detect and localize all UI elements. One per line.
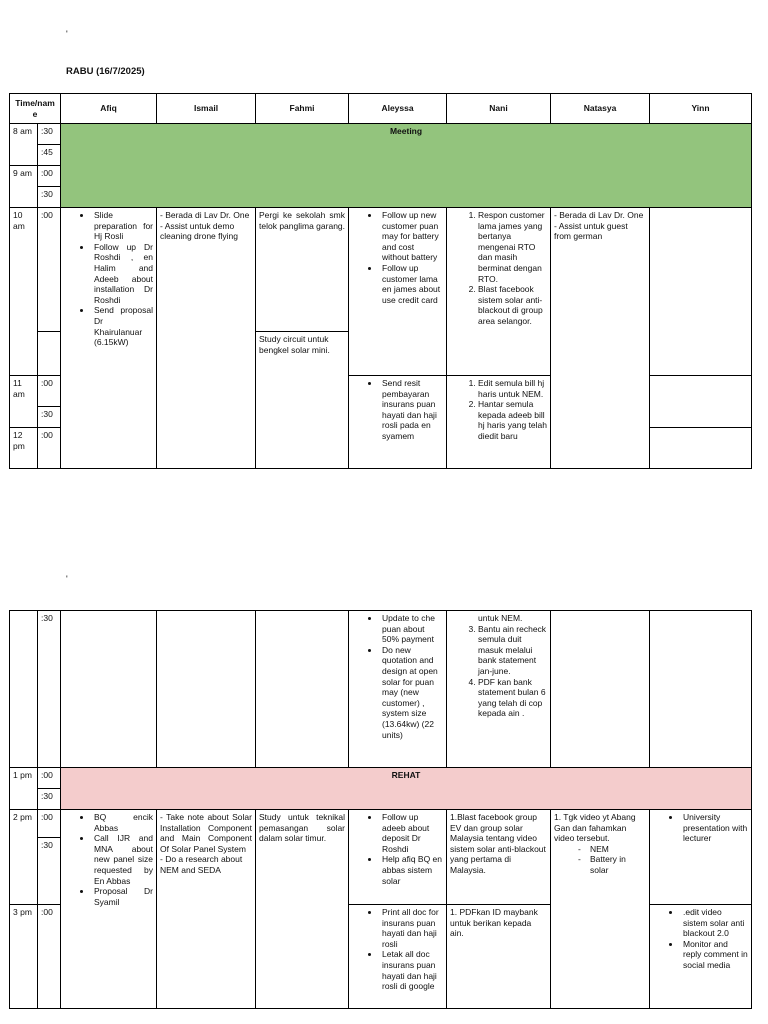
task-item: • University presentation with lecturer [681, 812, 748, 844]
hour-8am: 8 am [10, 124, 38, 166]
cell-aleyssa-11am [349, 376, 447, 469]
cell-yinn-3pm [650, 905, 752, 1009]
minute-cell: :30 [38, 124, 61, 145]
task-item: • Proposal Dr Syamil [92, 886, 153, 907]
cell-yinn-10am [650, 208, 752, 376]
task-item: • Do new quotation and design at open solar for puan may (new customer) , system size (13.64kw) (22 units) [380, 645, 443, 740]
cell-natasya-afternoon [551, 810, 650, 1009]
task-item: • Follow up adeeb about deposit Dr Roshdi [380, 812, 443, 854]
task-line: - Berada di Lav Dr. One [160, 210, 250, 220]
minute-cell: :45 [38, 145, 61, 166]
cell-nani-10am [447, 208, 551, 376]
cell-fahmi-1030 [256, 332, 349, 469]
task-item: • BQ encik Abbas [92, 812, 153, 833]
header-ismail: Ismail [157, 94, 256, 124]
hour-9am: 9 am [10, 166, 38, 208]
cell-aleyssa-1230 [349, 611, 447, 768]
cell-natasya-morning [551, 208, 650, 469]
task-item: 2. Hantar semula kepada adeeb bill hj haris yang telah diedit baru [478, 399, 547, 441]
task-item: • Send proposal Dr Khairulanuar (6.15kW) [92, 305, 153, 347]
header-row [10, 94, 752, 124]
task-line: - Assist untuk guest from german [554, 220, 628, 242]
task-item: • Send resit pembayaran insurans puan hayati dan haji rosli pada en syamem [380, 378, 443, 442]
task-line: - Assist untuk demo cleaning drone flying [160, 220, 238, 242]
minute-cell: :00 [38, 376, 61, 407]
task-item: 2. Blast facebook sistem solar anti-blackout di group area selangor. [478, 284, 547, 326]
task-item: - NEM [590, 844, 646, 855]
cell-yinn-12pm [650, 428, 752, 469]
cell-afiq-1230 [61, 611, 157, 768]
minute-cell: :30 [38, 407, 61, 428]
task-item: • Follow up new customer puan may for battery and cost without battery [380, 210, 443, 263]
cell-nani-11am [447, 376, 551, 469]
minute-cell: :00 [38, 428, 61, 469]
task-line: - Take note about Solar Installation Component and Main Component Of Solar Panel System [160, 812, 252, 854]
hour-empty [10, 611, 38, 768]
cell-ismail-morning [157, 208, 256, 469]
task-item: - Battery in solar [590, 854, 646, 875]
header-yinn: Yinn [650, 94, 752, 124]
hour-2pm: 2 pm [10, 810, 38, 905]
task-line: - Berada di Lav Dr. One [554, 210, 644, 220]
header-fahmi: Fahmi [256, 94, 349, 124]
schedule-table-morning [9, 93, 752, 469]
task-item: • Update to che puan about 50% payment [380, 613, 443, 645]
header-natasya: Natasya [551, 94, 650, 124]
cell-aleyssa-2pm [349, 810, 447, 905]
minute-cell: :00 [38, 905, 61, 1009]
minute-cell: :30 [38, 838, 61, 905]
cell-nani-3pm [447, 905, 551, 1009]
task-item: • Slide preparation for Hj Rosli [92, 210, 153, 242]
task-item: 3. Bantu ain recheck semula duit masuk melalui bank statement jan-june. [478, 624, 547, 677]
task-item: • Call IJR and MNA about new panel size requested by En Abbas [92, 833, 153, 886]
meeting-block: Meeting [61, 124, 752, 208]
hour-1pm: 1 pm [10, 768, 38, 810]
cell-aleyssa-3pm [349, 905, 447, 1009]
task-item: • Print all doc for insurans puan hayati dan haji rosli [380, 907, 443, 949]
hour-12pm: 12 pm [10, 428, 38, 469]
cell-afiq-morning [61, 208, 157, 469]
minute-cell: :30 [38, 611, 61, 768]
minute-cell: :00 [38, 768, 61, 789]
header-afiq: Afiq [61, 94, 157, 124]
task-item: • Follow up customer lama en james about use credit card [380, 263, 443, 305]
cell-ismail-1230 [157, 611, 256, 768]
minute-cell-empty [38, 332, 61, 376]
cell-ismail-afternoon [157, 810, 256, 1009]
hour-11am: 11 am [10, 376, 38, 428]
hour-3pm: 3 pm [10, 905, 38, 1009]
top-mark-2: ' [66, 574, 68, 584]
cell-yinn-1230 [650, 611, 752, 768]
cell-fahmi-10am [256, 208, 349, 332]
task-item: • Letak all doc insurans puan hayati dan haji rosli di google [380, 949, 443, 991]
task-line: Study untuk teknikal pemasangan solar dalam solar timur. [259, 812, 345, 844]
header-time: Time/name [10, 94, 61, 124]
header-aleyssa: Aleyssa [349, 94, 447, 124]
rehat-block: REHAT [61, 768, 752, 810]
task-item: 4. PDF kan bank statement bulan 6 yang telah di cop kepada ain . [478, 677, 547, 719]
task-line: 1.Blast facebook group EV dan group solar Malaysia tentang video sistem solar anti-blackout yang pertama di Malaysia. [450, 812, 546, 875]
cell-nani-2pm [447, 810, 551, 905]
cell-yinn-11am [650, 376, 752, 428]
cell-nani-1230 [447, 611, 551, 768]
cell-aleyssa-10am [349, 208, 447, 376]
minute-cell: :30 [38, 187, 61, 208]
hour-10am: 10 am [10, 208, 38, 376]
top-mark-1: ' [66, 29, 68, 39]
task-line: Study circuit untuk bengkel solar mini. [259, 334, 330, 355]
minute-cell: :00 [38, 810, 61, 838]
minute-cell: :00 [38, 166, 61, 187]
day-title: RABU (16/7/2025) [66, 66, 145, 77]
cell-yinn-2pm [650, 810, 752, 905]
header-nani: Nani [447, 94, 551, 124]
task-item: • Follow up Dr Roshdi , en Halim and Adeeb about installation Dr Roshdi [92, 242, 153, 306]
cell-fahmi-afternoon [256, 810, 349, 1009]
minute-cell: :30 [38, 789, 61, 810]
minute-cell: :00 [38, 208, 61, 332]
cell-afiq-afternoon [61, 810, 157, 1009]
task-item: • Monitor and reply comment in social media [681, 939, 748, 971]
task-item: 1. Respon customer lama james yang bertanya mengenai RTO dan masih berminat dengan RTO. [478, 210, 547, 284]
task-line: - Do a research about NEM and SEDA [160, 854, 243, 875]
task-item: 1. Edit semula bill hj haris untuk NEM. [478, 378, 547, 399]
task-line: 1. PDFkan ID maybank untuk berikan kepada ain. [450, 907, 538, 939]
task-line: 1. Tgk video yt Abang Gan dan fahamkan video tersebut. [554, 812, 636, 844]
task-item: • .edit video sistem solar anti blackout 2.0 [681, 907, 748, 939]
schedule-table-afternoon [9, 610, 752, 1009]
cell-natasya-1230 [551, 611, 650, 768]
task-line: untuk NEM. [478, 613, 523, 623]
task-item: • Help afiq BQ en abbas sistem solar [380, 854, 443, 886]
cell-fahmi-1230 [256, 611, 349, 768]
task-line: Pergi ke sekolah smk telok panglima garang. [259, 210, 346, 231]
